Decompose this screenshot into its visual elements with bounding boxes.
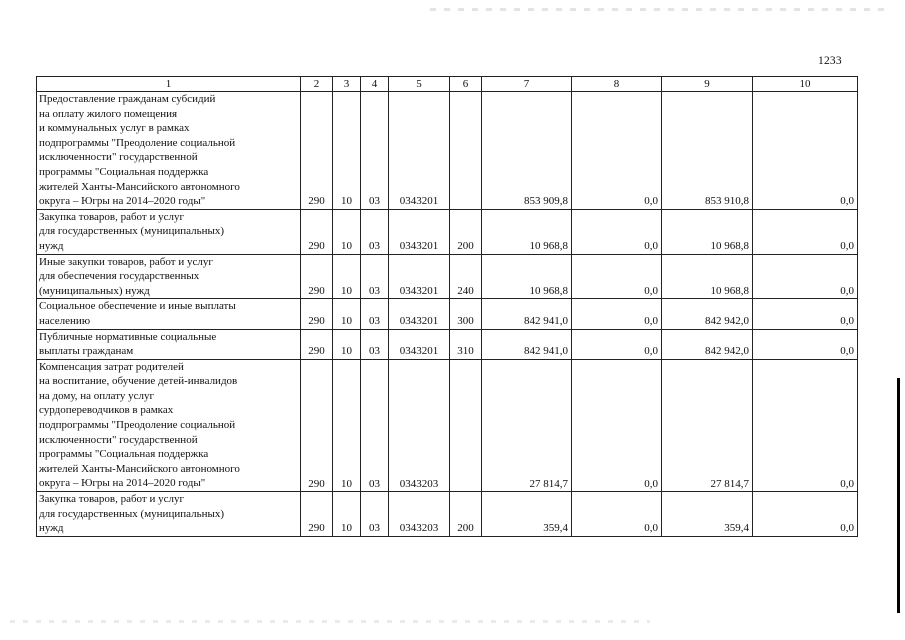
row-name: Социальное обеспечение и иные выплаты населению [37,299,301,329]
cell-amount-7: 359,4 [482,492,572,537]
cell-amount-7: 842 941,0 [482,299,572,329]
cell-amount-10: 0,0 [753,299,858,329]
cell-amount-8: 0,0 [572,299,662,329]
row-name: Предоставление гражданам субсидий на оплату жилого помещения и коммунальных услуг в рамках подпрограммы "Преодоление социальной исключенности" государственной программы "Социальная поддержка жителей Ханты-Мансийского автономного округа – Югры на 2014–2020 годы" [37,92,301,210]
cell-subsection: 03 [361,209,389,254]
cell-target-article: 0343201 [389,299,450,329]
column-header-3: 3 [333,77,361,92]
column-header-8: 8 [572,77,662,92]
cell-target-article: 0343201 [389,329,450,359]
cell-admin-code: 290 [301,254,333,299]
cell-amount-8: 0,0 [572,92,662,210]
cell-expense-type: 310 [450,329,482,359]
scan-artifact-top [430,8,890,11]
cell-target-article: 0343203 [389,492,450,537]
row-name: Закупка товаров, работ и услуг для государственных (муниципальных) нужд [37,209,301,254]
scan-artifact-edge-bar [897,378,900,613]
table-row [37,92,858,210]
cell-admin-code: 290 [301,299,333,329]
row-name: Иные закупки товаров, работ и услуг для обеспечения государственных (муниципальных) нужд [37,254,301,299]
cell-admin-code: 290 [301,209,333,254]
cell-amount-9: 842 942,0 [662,299,753,329]
cell-expense-type: 200 [450,492,482,537]
cell-section: 10 [333,92,361,210]
row-name: Публичные нормативные социальные выплаты гражданам [37,329,301,359]
cell-amount-8: 0,0 [572,329,662,359]
cell-expense-type: 240 [450,254,482,299]
cell-section: 10 [333,254,361,299]
table-row [37,209,858,254]
table-row [37,329,858,359]
cell-section: 10 [333,359,361,491]
cell-amount-10: 0,0 [753,254,858,299]
cell-subsection: 03 [361,299,389,329]
column-header-2: 2 [301,77,333,92]
table-row [37,254,858,299]
scan-artifact-bottom [10,620,650,623]
cell-amount-10: 0,0 [753,329,858,359]
cell-amount-7: 10 968,8 [482,254,572,299]
cell-section: 10 [333,492,361,537]
cell-amount-7: 842 941,0 [482,329,572,359]
column-header-1: 1 [37,77,301,92]
cell-amount-10: 0,0 [753,492,858,537]
cell-amount-7: 853 909,8 [482,92,572,210]
cell-target-article: 0343201 [389,92,450,210]
page-number: 1233 [818,55,842,67]
cell-admin-code: 290 [301,359,333,491]
cell-amount-10: 0,0 [753,92,858,210]
cell-admin-code: 290 [301,492,333,537]
cell-amount-8: 0,0 [572,209,662,254]
cell-amount-9: 27 814,7 [662,359,753,491]
column-header-7: 7 [482,77,572,92]
row-name: Компенсация затрат родителей на воспитание, обучение детей-инвалидов на дому, на оплату услуг сурдопереводчиков в рамках подпрограммы "Преодоление социальной исключенности" государственной программы "Социальная поддержка жителей Ханты-Мансийского автономного округа – Югры на 2014–2020 годы" [37,359,301,491]
budget-table [36,76,858,537]
cell-amount-7: 10 968,8 [482,209,572,254]
column-header-4: 4 [361,77,389,92]
cell-amount-9: 842 942,0 [662,329,753,359]
cell-expense-type [450,92,482,210]
cell-section: 10 [333,209,361,254]
cell-amount-10: 0,0 [753,359,858,491]
cell-admin-code: 290 [301,92,333,210]
cell-expense-type [450,359,482,491]
row-name: Закупка товаров, работ и услуг для государственных (муниципальных) нужд [37,492,301,537]
cell-amount-8: 0,0 [572,254,662,299]
cell-subsection: 03 [361,254,389,299]
table-row [37,492,858,537]
cell-amount-9: 10 968,8 [662,209,753,254]
cell-section: 10 [333,329,361,359]
cell-amount-9: 10 968,8 [662,254,753,299]
cell-target-article: 0343201 [389,254,450,299]
cell-amount-8: 0,0 [572,359,662,491]
cell-amount-9: 853 910,8 [662,92,753,210]
column-header-9: 9 [662,77,753,92]
cell-target-article: 0343201 [389,209,450,254]
cell-target-article: 0343203 [389,359,450,491]
column-header-5: 5 [389,77,450,92]
cell-admin-code: 290 [301,329,333,359]
table-row [37,299,858,329]
cell-subsection: 03 [361,492,389,537]
header-row [37,77,858,92]
cell-subsection: 03 [361,92,389,210]
cell-subsection: 03 [361,359,389,491]
column-header-10: 10 [753,77,858,92]
cell-amount-9: 359,4 [662,492,753,537]
column-header-6: 6 [450,77,482,92]
cell-subsection: 03 [361,329,389,359]
cell-amount-8: 0,0 [572,492,662,537]
cell-section: 10 [333,299,361,329]
cell-expense-type: 200 [450,209,482,254]
cell-expense-type: 300 [450,299,482,329]
cell-amount-7: 27 814,7 [482,359,572,491]
cell-amount-10: 0,0 [753,209,858,254]
table-row [37,359,858,491]
